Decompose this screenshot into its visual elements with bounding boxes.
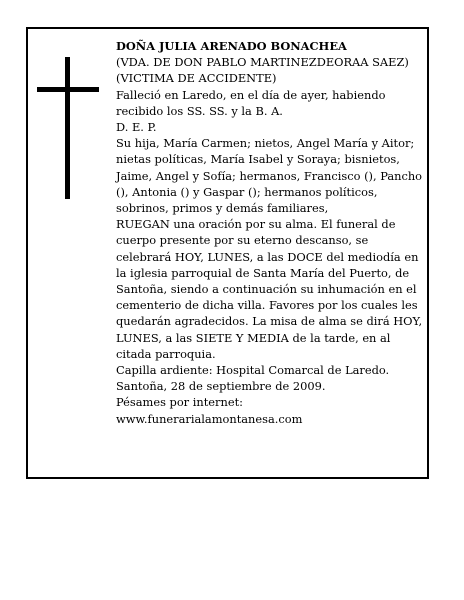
condolences-line: Pésames por internet: www.funerarialamontanesa.com xyxy=(116,395,303,426)
widow-of: (VDA. DE DON PABLO MARTINEZDEORAA SAEZ) xyxy=(116,55,409,70)
funeral-request: RUEGAN una oración por su alma. El funeral de cuerpo presente por su eterno descanso, se celebrará HOY, LUNES, a las DOCE del mediodía en la iglesia parroquial de Santa María del Puerto, de Santoña, siendo a continuación su inhumación en el cementerio de dicha villa. Favores por los cuales les quedarán agradecidos. La misa de alma se dirá HOY, LUNES, a las SIETE Y MEDIA de la tarde, en al citada parroquia. xyxy=(116,217,423,361)
cause-of-death: (VICTIMA DE ACCIDENTE) xyxy=(116,71,277,86)
cross-vertical-bar xyxy=(65,57,70,199)
place-date: Santoña, 28 de septiembre de 2009. xyxy=(116,379,326,394)
rip-line: D. E. P. xyxy=(116,120,157,135)
funeral-chapel: Capilla ardiente: Hospital Comarcal de Laredo. xyxy=(116,363,390,378)
obituary-frame xyxy=(26,27,429,479)
death-notice: Falleció en Laredo, en el día de ayer, habiendo recibido los SS. SS. y la B. A. xyxy=(116,87,386,118)
cross-horizontal-bar xyxy=(37,87,99,92)
family-list: Su hija, María Carmen; nietos, Angel María y Aitor; nietas políticas, María Isabel y Soraya; bisnietos, Jaime, Angel y Sofía; hermanos, Francisco (), Pancho (), Antonia () y Gaspar (); hermanos políticos, sobrinos, primos y demás familiares, xyxy=(116,136,423,216)
deceased-name: DOÑA JULIA ARENADO BONACHEA xyxy=(116,39,347,53)
cross-icon xyxy=(37,57,99,199)
obituary-text xyxy=(116,38,426,427)
